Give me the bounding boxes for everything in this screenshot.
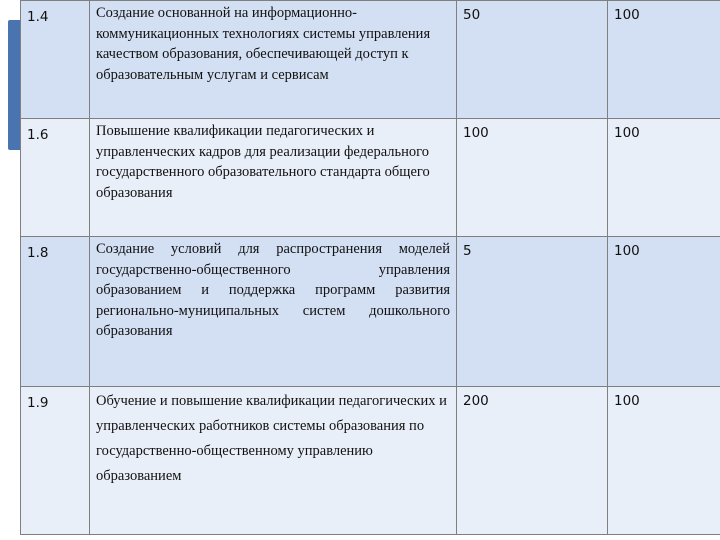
row-value-cell-2: 100 xyxy=(608,387,720,535)
row-number-cell: 1.8 xyxy=(21,237,90,387)
table-row xyxy=(21,119,720,237)
row-number-cell: 1.4 xyxy=(21,1,90,119)
row-value-cell-1: 5 xyxy=(457,237,608,387)
row-number-cell: 1.9 xyxy=(21,387,90,535)
row-value-cell-1: 50 xyxy=(457,1,608,119)
row-value-cell-2: 100 xyxy=(608,119,720,237)
data-table xyxy=(20,0,720,535)
row-value-cell-1: 100 xyxy=(457,119,608,237)
table-row xyxy=(21,237,720,387)
table-row xyxy=(21,1,720,119)
row-description-cell: Повышение квалификации педагогических и управленческих кадров для реализации федерального государственного образовательного стандарта общего образования xyxy=(90,119,457,237)
row-description-cell: Создание условий для распространения моделей государственно-общественного управления образованием и поддержка программ развития регионально-муниципальных систем дошкольного образования xyxy=(90,237,457,387)
row-value-cell-2: 100 xyxy=(608,1,720,119)
table-row xyxy=(21,387,720,535)
row-number-cell: 1.6 xyxy=(21,119,90,237)
row-value-cell-2: 100 xyxy=(608,237,720,387)
row-description-cell: Создание основанной на информационно-коммуникационных технологиях системы управления качеством образования, обеспечивающей доступ к образовательным услугам и сервисам xyxy=(90,1,457,119)
row-value-cell-1: 200 xyxy=(457,387,608,535)
row-description-cell: Обучение и повышение квалификации педагогических и управленческих работников системы образования по государственно-общественному управлению образованием xyxy=(90,387,457,535)
